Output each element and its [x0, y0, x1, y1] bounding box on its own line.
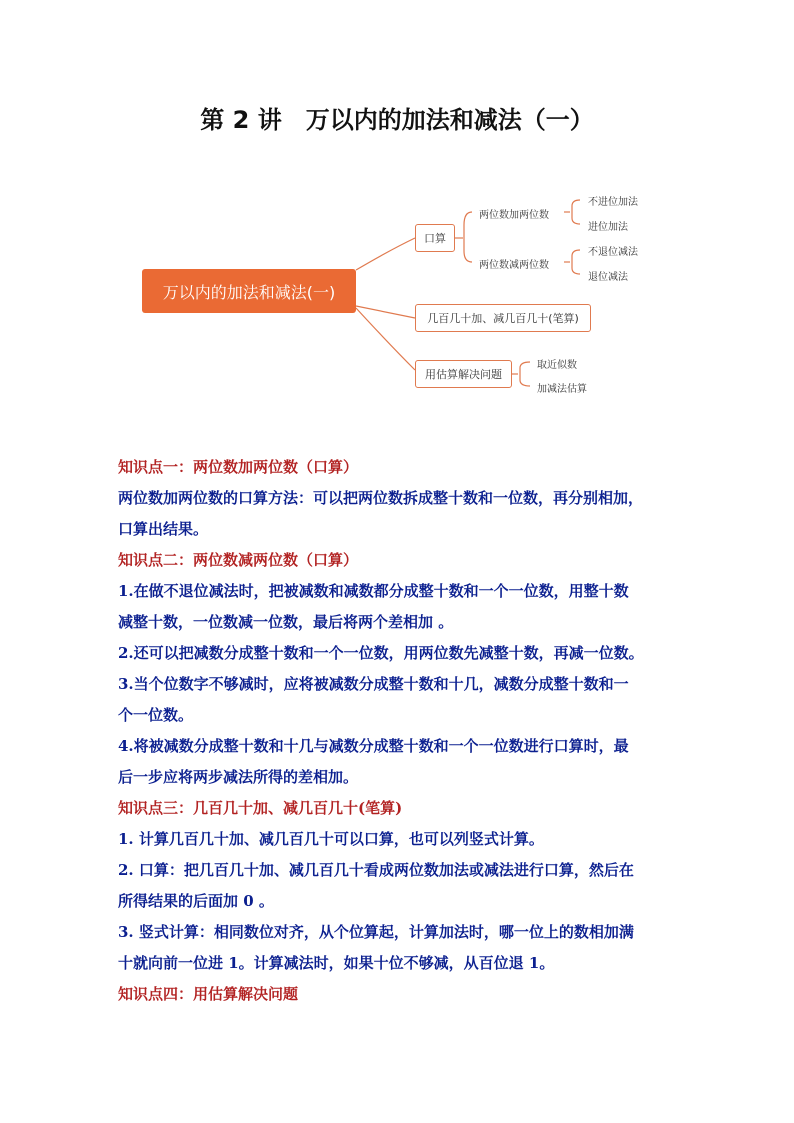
text-line: 后一步应将两步减法所得的差相加。: [118, 768, 359, 786]
mind-map: [0, 180, 794, 400]
leaf-no-borrow-sub: 不退位减法: [588, 247, 638, 258]
connector-root-estimate: [356, 308, 415, 370]
node-two-digit-sub: 两位数减两位数: [479, 260, 549, 271]
connector-root-oral: [356, 238, 415, 270]
node-oral: 口算: [415, 224, 455, 252]
mind-map-connectors: [0, 180, 794, 400]
heading-point-1: 知识点一：两位数加两位数（口算）: [118, 458, 359, 476]
heading-point-2: 知识点二：两位数减两位数（口算）: [118, 551, 359, 569]
node-estimation: 用估算解决问题: [415, 360, 512, 388]
leaf-borrow-sub: 退位减法: [588, 272, 628, 283]
text-line: 两位数加两位数的口算方法：可以把两位数拆成整十数和一位数，再分别相加，: [118, 489, 644, 507]
text-line: 所得结果的后面加 0 。: [118, 892, 274, 910]
text-line: 3.当个位数字不够减时，应将被减数分成整十数和十几，减数分成整十数和一: [118, 675, 629, 693]
leaf-carry-add: 进位加法: [588, 222, 628, 233]
text-line: 2.还可以把减数分成整十数和一个一位数，用两位数先减整十数，再减一位数。: [118, 644, 644, 662]
bracket-sub1: [572, 200, 580, 224]
heading-point-4: 知识点四：用估算解决问题: [118, 985, 299, 1003]
page-title: 第 2 讲 万以内的加法和减法（一）: [200, 106, 594, 134]
text-line: 个一位数。: [118, 706, 194, 724]
node-two-digit-add: 两位数加两位数: [479, 210, 549, 221]
leaf-no-carry-add: 不进位加法: [588, 197, 638, 208]
bracket-estimate: [520, 362, 530, 386]
mind-map-root: 万以内的加法和减法(一): [142, 269, 356, 313]
node-written-calc: 几百几十加、减几百几十(笔算): [415, 304, 591, 332]
leaf-approx-number: 取近似数: [537, 360, 577, 371]
text-line: 3. 竖式计算：相同数位对齐，从个位算起，计算加法时，哪一位上的数相加满: [118, 923, 634, 941]
knowledge-points: [118, 452, 678, 1010]
bracket-sub2: [572, 250, 580, 274]
connector-root-written: [356, 306, 415, 318]
leaf-add-sub-estimate: 加减法估算: [537, 384, 587, 395]
heading-point-3: 知识点三：几百几十加、减几百几十(笔算): [118, 799, 403, 817]
bracket-oral: [464, 212, 472, 262]
text-line: 减整十数，一位数减一位数，最后将两个差相加 。: [118, 613, 454, 631]
text-line: 口算出结果。: [118, 520, 209, 538]
text-line: 1. 计算几百几十加、减几百几十可以口算，也可以列竖式计算。: [118, 830, 544, 848]
text-line: 4.将被减数分成整十数和十几与减数分成整十数和一个一位数进行口算时，最: [118, 737, 629, 755]
text-line: 1.在做不退位减法时，把被减数和减数都分成整十数和一个一位数，用整十数: [118, 582, 629, 600]
text-line: 2. 口算：把几百几十加、减几百几十看成两位数加法或减法进行口算，然后在: [118, 861, 634, 879]
text-line: 十就向前一位进 1。计算减法时，如果十位不够减，从百位退 1。: [118, 954, 555, 972]
